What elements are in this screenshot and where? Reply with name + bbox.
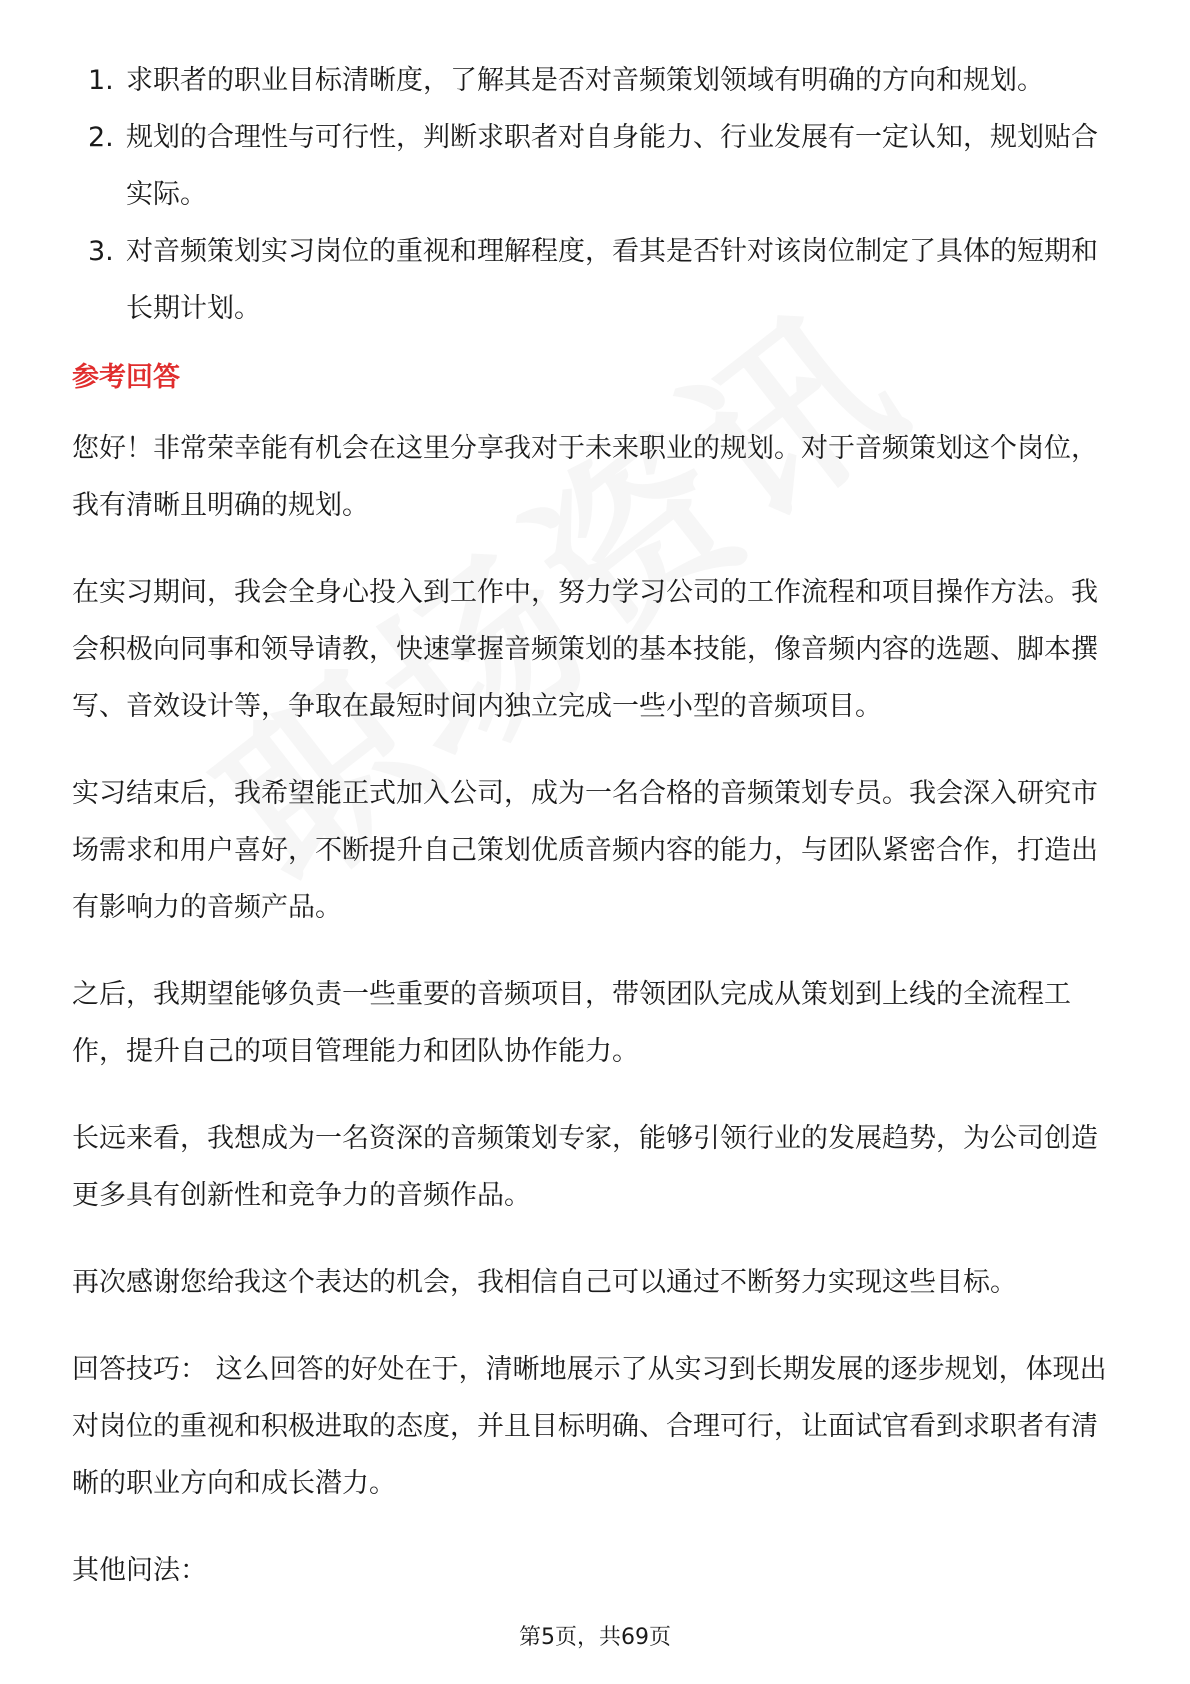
list-item-text: 规划的合理性与可行性，判断求职者对自身能力、行业发展有一定认知，规划贴合实际。 bbox=[126, 122, 1098, 210]
answer-paragraph: 实习结束后，我希望能正式加入公司，成为一名合格的音频策划专员。我会深入研究市场需求和用户喜好，不断提升自己策划优质音频内容的能力，与团队紧密合作，打造出有影响力的音频产品。 bbox=[72, 778, 1098, 923]
list-item-number: 2. bbox=[88, 122, 114, 153]
list-item-number: 1. bbox=[88, 65, 114, 96]
answer-paragraph: 您好！非常荣幸能有机会在这里分享我对于未来职业的规划。对于音频策划这个岗位，我有清晰且明确的规划。 bbox=[72, 433, 1098, 521]
list-item-number: 3. bbox=[88, 236, 114, 267]
answer-paragraph: 长远来看，我想成为一名资深的音频策划专家，能够引领行业的发展趋势，为公司创造更多具有创新性和竞争力的音频作品。 bbox=[72, 1123, 1098, 1211]
page-content bbox=[72, 52, 1122, 1629]
list-item bbox=[72, 109, 1122, 223]
answer-paragraph: 之后，我期望能够负责一些重要的音频项目，带领团队完成从策划到上线的全流程工作，提升自己的项目管理能力和团队协作能力。 bbox=[72, 979, 1071, 1067]
list-item bbox=[72, 223, 1122, 337]
answer-paragraph: 再次感谢您给我这个表达的机会，我相信自己可以通过不断努力实现这些目标。 bbox=[72, 1267, 1017, 1298]
other-questions-heading: 其他问法： bbox=[72, 1555, 207, 1586]
list-item bbox=[72, 52, 1122, 109]
list-item-text: 对音频策划实习岗位的重视和理解程度，看其是否针对该岗位制定了具体的短期和长期计划。 bbox=[126, 236, 1098, 324]
answer-tips-paragraph: 回答技巧： 这么回答的好处在于，清晰地展示了从实习到长期发展的逐步规划，体现出对岗位的重视和积极进取的态度，并且目标明确、合理可行，让面试官看到求职者有清晰的职业方向和成长潜力。 bbox=[72, 1354, 1107, 1499]
criteria-list bbox=[72, 52, 1122, 337]
section-title: 参考回答 bbox=[72, 362, 180, 393]
page-number: 第5页，共69页 bbox=[519, 1625, 671, 1650]
answer-paragraph: 在实习期间，我会全身心投入到工作中，努力学习公司的工作流程和项目操作方法。我会积极向同事和领导请教，快速掌握音频策划的基本技能，像音频内容的选题、脚本撰写、音效设计等，争取在最短时间内独立完成一些小型的音频项目。 bbox=[72, 577, 1098, 722]
list-item-text: 求职者的职业目标清晰度，了解其是否对音频策划领域有明确的方向和规划。 bbox=[126, 65, 1044, 96]
